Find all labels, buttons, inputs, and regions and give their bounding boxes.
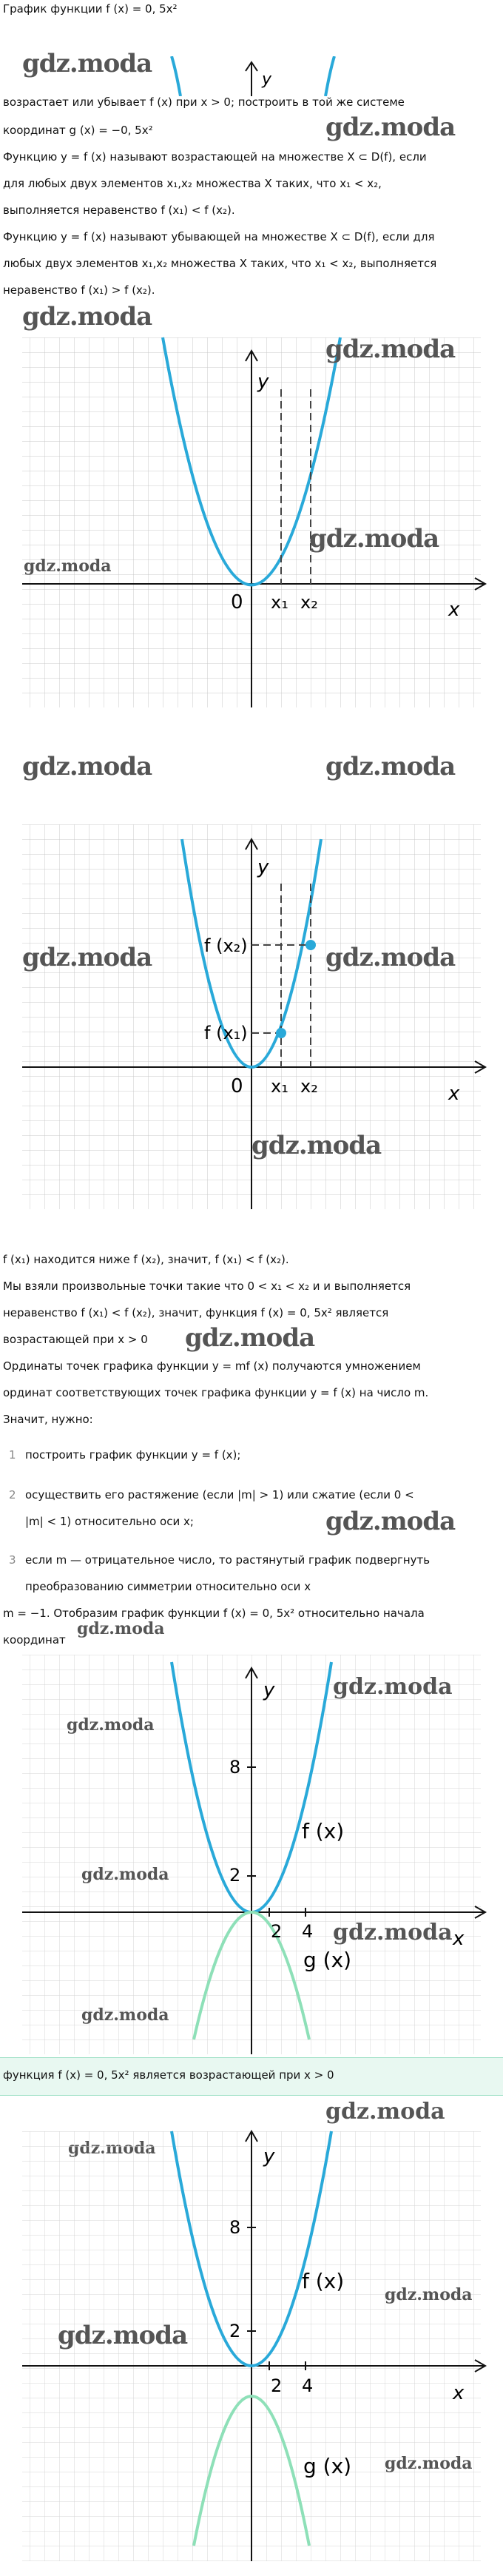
f-label: f (x)	[302, 1819, 345, 1843]
x-label: x	[448, 1083, 460, 1105]
tick-label-y2: 2	[229, 2321, 241, 2341]
watermark: gdz.moda	[325, 943, 456, 972]
y-label-fragment: y	[262, 70, 272, 89]
curve-fragment-left	[172, 56, 180, 96]
tick-label-y8: 8	[229, 2217, 241, 2238]
x2-label: x₂	[300, 1076, 318, 1097]
watermark: gdz.moda	[22, 302, 152, 332]
intro-line-0: График функции f (x) = 0, 5x²	[3, 2, 178, 16]
graph-3	[0, 1655, 503, 2054]
def-increasing-0: Функцию y = f (x) называют возрастающей на множестве X ⊂ D(f), если	[3, 150, 427, 164]
y-label: y	[263, 2145, 275, 2168]
watermark: gdz.moda	[81, 2005, 169, 2025]
reflect-1: координат	[3, 1633, 66, 1647]
def-increasing-1: для любых двух элементов x₁,x₂ множества X таких, что x₁ < x₂,	[3, 177, 382, 190]
conclusion-0: f (x₁) находится ниже f (x₂), значит, f (x₁) < f (x₂).	[3, 1253, 289, 1266]
watermark: gdz.moda	[22, 752, 152, 781]
intro-line-2: координат g (x) = −0, 5x²	[3, 124, 153, 137]
tick-label-y2: 2	[229, 1865, 241, 1886]
watermark: gdz.moda	[385, 2454, 473, 2473]
watermark: gdz.moda	[58, 2321, 188, 2350]
point-x1	[276, 1028, 286, 1038]
graph-1	[0, 323, 503, 722]
watermark: gdz.moda	[22, 49, 152, 78]
conclusion-2: неравенство f (x₁) < f (x₂), значит, функция f (x) = 0, 5x² является	[3, 1306, 389, 1319]
fx2-label: f (x₂)	[204, 935, 248, 956]
watermark: gdz.moda	[77, 1619, 165, 1638]
watermark: gdz.moda	[67, 1715, 155, 1735]
step-2a: 2 осуществить его растяжение (если |m| > 1) или сжатие (если 0 <	[9, 1488, 414, 1501]
g-label: g (x)	[303, 1948, 352, 1972]
conclusion-6: Значит, нужно:	[3, 1413, 93, 1426]
intro-line-1: возрастает или убывает f (x) при x > 0; построить в той же системе	[3, 95, 405, 109]
origin-label: 0	[231, 591, 243, 613]
watermark: gdz.moda	[24, 556, 112, 576]
watermark: gdz.moda	[385, 2285, 473, 2304]
conclusion-5: ординат соответствующих точек графика функции y = f (x) на число m.	[3, 1386, 429, 1399]
y-label: y	[257, 371, 269, 393]
watermark: gdz.moda	[81, 1865, 169, 1884]
watermark: gdz.moda	[252, 1131, 382, 1160]
watermark: gdz.moda	[325, 2099, 445, 2125]
watermark: gdz.moda	[309, 524, 439, 554]
f-label: f (x)	[302, 2269, 345, 2293]
curve-fragment-right	[325, 56, 334, 96]
answer-text: функция f (x) = 0, 5x² является возрастающей при x > 0	[3, 2068, 334, 2082]
watermark: gdz.moda	[325, 334, 456, 364]
tick-label-x2: 2	[271, 1921, 283, 1942]
conclusion-1: Мы взяли произвольные точки такие что 0 < x₁ < x₂ и и выполняется	[3, 1279, 411, 1293]
watermark: gdz.moda	[22, 943, 152, 972]
x-label: x	[453, 2382, 465, 2404]
x-label: x	[453, 1928, 465, 1950]
x-label: x	[448, 599, 460, 621]
conclusion-3: возрастающей при x > 0	[3, 1333, 148, 1346]
step-3a: 3 если m — отрицательное число, то растянутый график подвергнуть	[9, 1553, 431, 1567]
tick-label-x4: 4	[302, 1921, 314, 1942]
x1-label: x₁	[271, 592, 288, 613]
origin-label: 0	[231, 1075, 243, 1097]
x1-label: x₁	[271, 1076, 288, 1097]
reflect-0: m = −1. Отобразим график функции f (x) = 0, 5x² относительно начала	[3, 1607, 425, 1620]
step-2b: |m| < 1) относительно оси x;	[25, 1515, 194, 1528]
y-label: y	[257, 856, 269, 878]
step-3b: преобразованию симметрии относительно оси x	[25, 1580, 311, 1593]
def-decreasing-1: любых двух элементов x₁,x₂ множества X таких, что x₁ < x₂, выполняется	[3, 257, 437, 270]
fx1-label: f (x₁)	[204, 1023, 248, 1043]
cropped-graph-fragment	[0, 56, 503, 96]
def-increasing-2: выполняется неравенство f (x₁) < f (x₂).	[3, 204, 235, 217]
step-1: 1 построить график функции y = f (x);	[9, 1448, 241, 1462]
def-decreasing-2: неравенство f (x₁) > f (x₂).	[3, 283, 155, 297]
tick-label-x2: 2	[271, 2375, 283, 2396]
watermark: gdz.moda	[325, 1507, 456, 1536]
tick-label-y8: 8	[229, 1757, 241, 1778]
conclusion-4: Ординаты точек графика функции y = mf (x) получаются умножением	[3, 1359, 421, 1373]
watermark: gdz.moda	[185, 1323, 315, 1353]
watermark: gdz.moda	[325, 112, 456, 142]
watermark: gdz.moda	[333, 1674, 453, 1700]
watermark: gdz.moda	[325, 752, 456, 781]
tick-label-x4: 4	[302, 2375, 314, 2396]
g-label: g (x)	[303, 2454, 352, 2478]
def-decreasing-0: Функцию y = f (x) называют убывающей на множестве X ⊂ D(f), если для	[3, 230, 435, 243]
y-label: y	[263, 1679, 275, 1701]
point-x2	[305, 940, 316, 950]
x2-label: x₂	[300, 592, 318, 613]
watermark: gdz.moda	[333, 1920, 453, 1946]
